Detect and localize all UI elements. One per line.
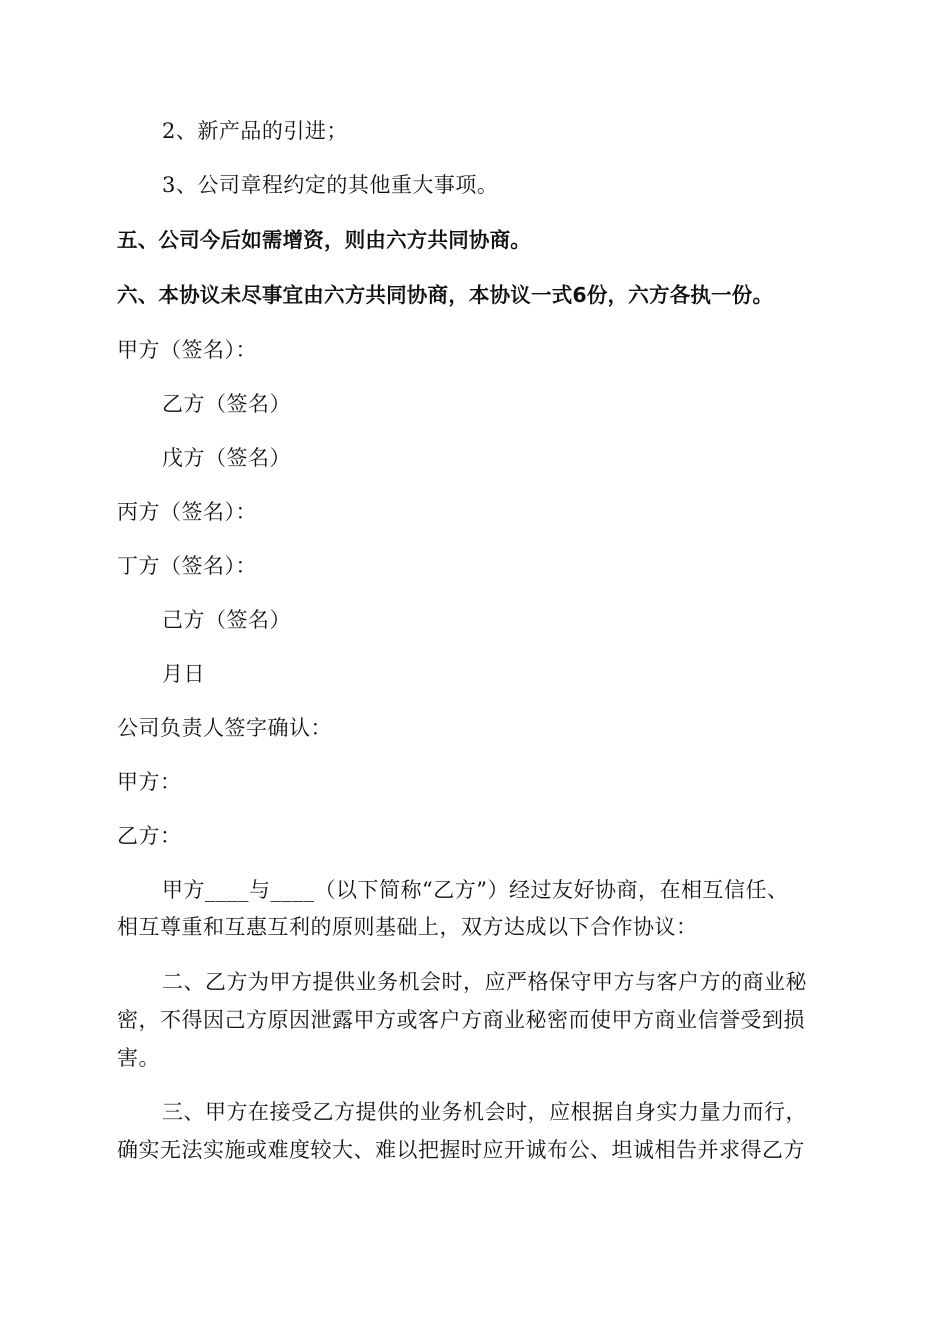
signature-date: 月日 (162, 662, 205, 686)
clause-2-line-2: 密，不得因己方原因泄露甲方或客户方商业秘密而使甲方商业信誉受到损 (117, 1008, 805, 1032)
confirmation-party-b: 乙方： (117, 824, 182, 848)
clause-3-line-2: 确实无法实施或难度较大、难以把握时应开诚布公、坦诚相告并求得乙方 (117, 1138, 805, 1162)
clause-2-line-3: 害。 (117, 1046, 160, 1070)
signature-jia: 甲方（签名）： (117, 338, 257, 362)
signature-ding: 丁方（签名）： (117, 554, 257, 578)
signature-wu: 戊方（签名） (162, 446, 291, 470)
section-6-heading: 六、本协议未尽事宜由六方共同协商，本协议一式6份，六方各执一份。 (117, 283, 774, 307)
agreement-intro-line-2: 相互尊重和互惠互利的原则基础上，双方达成以下合作协议： (117, 915, 698, 939)
clause-2-line-1: 二、乙方为甲方提供业务机会时，应严格保守甲方与客户方的商业秘 (162, 970, 807, 994)
confirmation-party-a: 甲方： (117, 770, 182, 794)
section-5-heading: 五、公司今后如需增资，则由六方共同协商。 (117, 228, 531, 252)
signature-yi: 乙方（签名） (162, 392, 291, 416)
clause-3-line-1: 三、甲方在接受乙方提供的业务机会时，应根据自身实力量力而行， (162, 1100, 807, 1124)
item-2-text: 2、新产品的引进； (162, 119, 348, 143)
signature-bing: 丙方（签名）： (117, 500, 257, 524)
signature-ji: 己方（签名） (162, 608, 291, 632)
confirmation-label: 公司负责人签字确认： (117, 716, 332, 740)
item-3-text: 3、公司章程约定的其他重大事项。 (162, 173, 499, 197)
agreement-intro-line-1: 甲方____与____（以下简称“乙方”）经过友好协商，在相互信任、 (162, 878, 789, 902)
